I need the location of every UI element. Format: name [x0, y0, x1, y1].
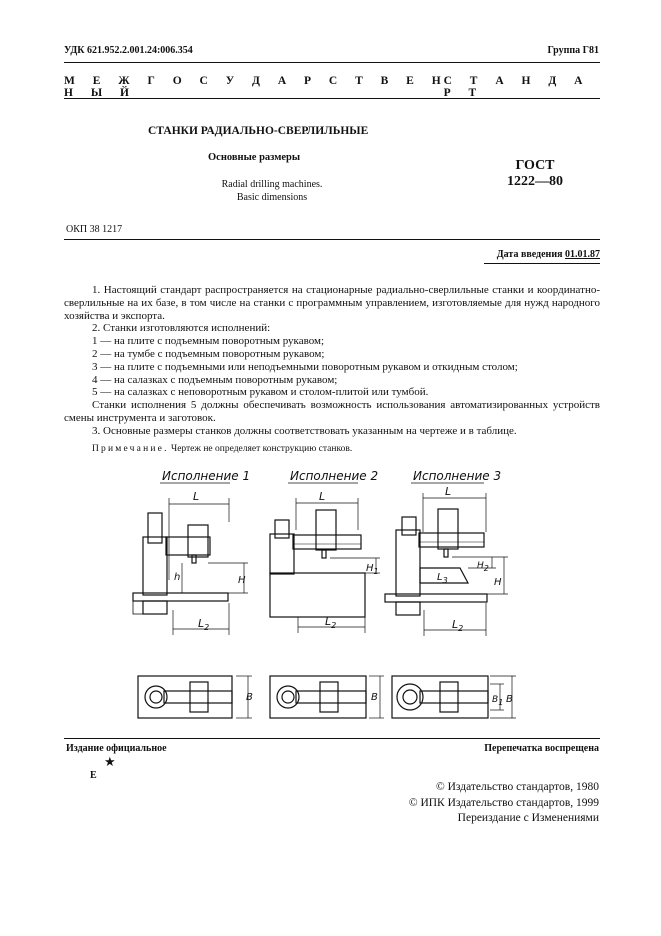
document-title: СТАНКИ РАДИАЛЬНО-СВЕРЛИЛЬНЫЕ: [148, 125, 369, 137]
standard-banner: [64, 75, 600, 99]
dim-B-v3: B: [506, 694, 513, 705]
dim-h-v1: h: [174, 572, 181, 583]
technical-drawing: [0, 460, 661, 730]
dim-H-v3: H: [494, 577, 502, 588]
banner-word-1: М Е Ж Г О С У Д А Р С Т В Е Н Н Ы Й: [64, 75, 441, 99]
variant-1: 1 — на плите с подъемным поворотным рукавом;: [92, 335, 325, 348]
star-icon: ★: [104, 754, 116, 769]
paragraph-variant5-note: Станки исполнения 5 должны обеспечивать возможность использования автоматизированных устройств смены инструмента и заготовок.: [64, 399, 600, 424]
gost-label: ГОСТ: [515, 158, 555, 173]
header-rule-top: [64, 62, 600, 63]
dim-H-v1: H: [238, 575, 246, 586]
variant-5: 5 — на салазках с неповоротным рукавом и столом-плитой или тумбой.: [92, 386, 429, 399]
reissue-note: Переиздание с Изменениями: [457, 812, 599, 824]
reprint-prohibited: Перепечатка воспрещена: [484, 743, 599, 754]
official-edition: Издание официальное: [66, 743, 167, 754]
variant-3: 3 — на плите с подъемными или неподъемными поворотным рукавом и откидным столом;: [92, 360, 518, 373]
plan-view-variant-1: [138, 676, 232, 718]
caption-variant-1: Исполнение 1: [162, 469, 251, 483]
note-label: Примечание.: [92, 444, 169, 454]
banner-word-2: С Т А Н Д А Р Т: [443, 75, 583, 99]
gost-number: 1222—80: [507, 174, 563, 189]
copyright-block: [299, 780, 599, 827]
english-title-line1: Radial drilling machines.: [221, 179, 323, 190]
note-text: Чертеж не определяет конструкцию станков.: [171, 444, 353, 454]
header-rule-bottom: [64, 98, 600, 99]
okp-rule: [64, 239, 600, 240]
okp-code: ОКП 38 1217: [66, 224, 123, 235]
plan-view-variant-3: [392, 676, 488, 718]
dim-L2-v2: $L_2$: [325, 615, 337, 630]
dimensions-variant-1: [169, 498, 248, 635]
dim-L2-v1: $L_2$: [198, 617, 210, 632]
intro-date-label: Дата введения: [496, 249, 563, 260]
intro-date: [497, 249, 600, 260]
document-subtitle: Основные размеры: [208, 152, 301, 163]
copyright-1980: © Издательство стандартов, 1980: [435, 781, 599, 793]
caption-variant-3: Исполнение 3: [413, 469, 502, 483]
dim-L-v1: L: [193, 490, 200, 503]
paragraph-3: 3. Основные размеры станков должны соответствовать указанным на чертеже и в таблице.: [92, 424, 517, 437]
machine-variant-1: [133, 513, 228, 614]
dim-L-v3: L: [445, 485, 452, 498]
variant-4: 4 — на салазках с подъемным поворотным рукавом;: [92, 373, 338, 386]
dim-H1-v2: $H_1$: [366, 563, 379, 576]
english-title-line2: Basic dimensions: [236, 192, 308, 203]
caption-variant-2: Исполнение 2: [290, 469, 379, 483]
group-code: Группа Г81: [547, 45, 599, 56]
letter-e: Е: [90, 770, 97, 781]
dim-B1-v3: B1: [492, 695, 504, 707]
udk-code: УДК 621.952.2.001.24:006.354: [64, 45, 193, 56]
machine-variant-3: [385, 509, 487, 615]
dim-B-v1: B: [246, 692, 253, 703]
intro-date-value: 01.01.87: [565, 249, 600, 260]
paragraph-2: 2. Станки изготовляются исполнений:: [92, 322, 271, 335]
dim-L-v2: L: [319, 490, 326, 503]
paragraph-1: 1. Настоящий стандарт распространяется на стационарные радиально-сверлильные станки и координатно-сверлильные на их базе, в том числе на станки с программным управлением, изготовляемые для нужд народного хозяйства и экспорта.: [64, 284, 600, 322]
drawing-note: [92, 444, 352, 454]
dim-L2-v3: $L_2$: [452, 618, 464, 633]
footer-rule: [64, 738, 600, 739]
dim-H2-v3: H2: [477, 561, 489, 573]
dim-L3-v3: $L_3$: [437, 572, 448, 585]
date-rule: [484, 263, 600, 264]
dim-B-v2: B: [371, 692, 378, 703]
variant-2: 2 — на тумбе с подъемным поворотным рукавом;: [92, 347, 325, 360]
body-text: [64, 284, 600, 438]
machine-variant-2: [270, 510, 365, 617]
plan-view-variant-2: [270, 676, 366, 718]
dimensions-variant-3: [423, 493, 508, 636]
copyright-1999: © ИПК Издательство стандартов, 1999: [408, 796, 599, 809]
